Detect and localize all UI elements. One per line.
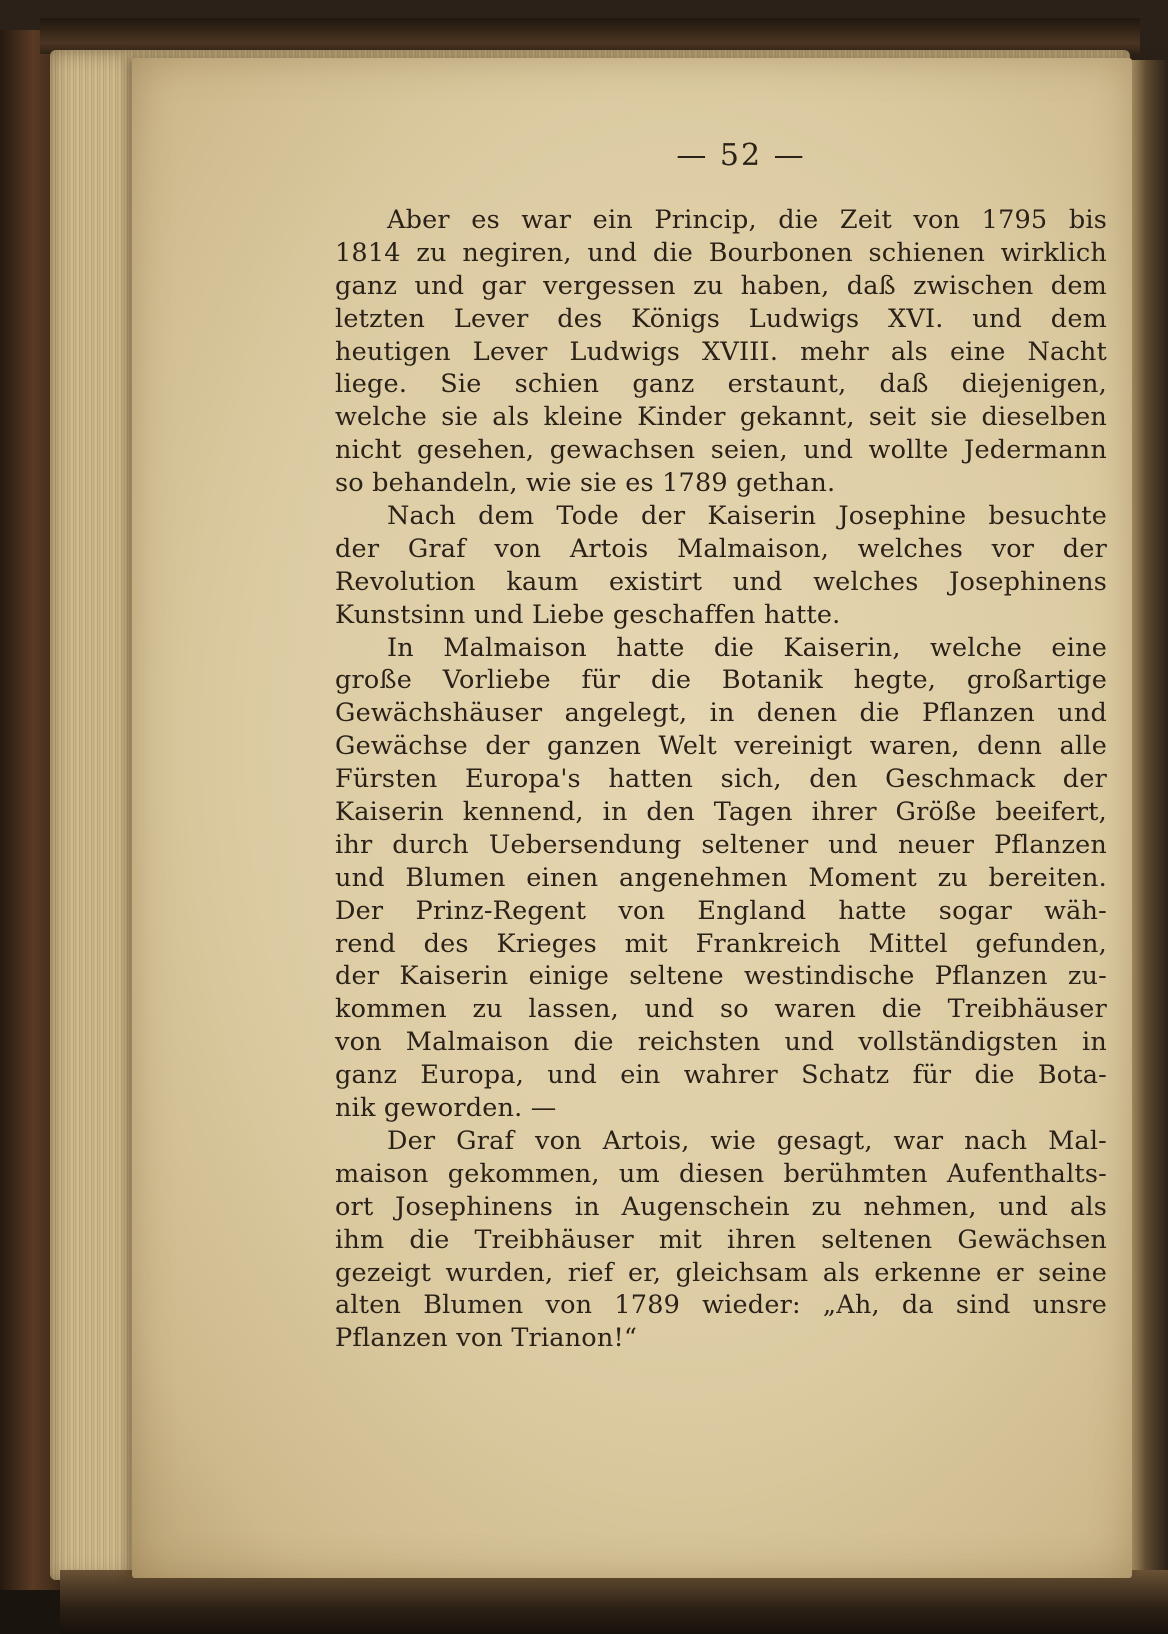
text-line: große Vorliebe für die Botanik hegte, großartige [335,665,1107,696]
text-line: kommen zu lassen, und so waren die Treibhäuser [335,994,1107,1025]
text-line: nik geworden. — [335,1093,557,1124]
text-line: ihm die Treibhäuser mit ihren seltenen Gewächsen [335,1224,1107,1255]
paragraph [335,1125,1107,1355]
text-line: der Graf von Artois Malmaison, welches vor der [335,533,1107,564]
text-line: nicht gesehen, gewachsen seien, und wollte Jedermann [335,435,1107,466]
text-line: Fürsten Europa's hatten sich, den Geschmack der [335,764,1107,795]
paragraph [335,632,1107,1125]
text-line: der Kaiserin einige seltene westindische Pflanzen zu- [335,961,1107,992]
page-text [335,138,1107,1355]
text-line: heutigen Lever Ludwigs XVIII. mehr als eine Nacht [335,336,1107,367]
text-line: gezeigt wurden, rief er, gleichsam als erkenne er seine [335,1257,1107,1288]
right-binding-edge [1132,60,1168,1580]
page-number: — 52 — [676,138,806,173]
text-line: alten Blumen von 1789 wieder: „Ah, da sind unsre [335,1290,1107,1321]
cover-top-edge [40,18,1140,54]
text-line: ganz und gar vergessen zu haben, daß zwischen dem [335,270,1107,301]
text-line: Gewächshäuser angelegt, in denen die Pflanzen und [335,698,1107,729]
text-line: Revolution kaum existirt und welches Josephinens [335,566,1107,597]
text-line: von Malmaison die reichsten und vollständigsten in [335,1027,1107,1058]
bottom-cover-edge [60,1570,1168,1634]
text-line: ganz Europa, und ein wahrer Schatz für die Bota- [335,1060,1107,1091]
text-line: Kunstsinn und Liebe geschaffen hatte. [335,599,841,630]
text-line: welche sie als kleine Kinder gekannt, seit sie dieselben [335,402,1107,433]
paragraph [335,204,1107,500]
text-line: Der Prinz-Regent von England hatte sogar wäh- [335,895,1107,926]
text-line: rend des Krieges mit Frankreich Mittel gefunden, [335,928,1107,959]
text-line: 1814 zu negiren, und die Bourbonen schienen wirklich [335,237,1107,268]
paragraph [335,500,1107,632]
text-line: und Blumen einen angenehmen Moment zu bereiten. [335,862,1107,893]
text-line: ort Josephinens in Augenschein zu nehmen, und als [335,1191,1107,1222]
text-line: Gewächse der ganzen Welt vereinigt waren, denn alle [335,731,1107,762]
text-line: Nach dem Tode der Kaiserin Josephine besuchte [387,501,1107,532]
text-line: ihr durch Uebersendung seltener und neuer Pflanzen [335,829,1107,860]
text-line: Aber es war ein Princip, die Zeit von 1795 bis [387,205,1107,235]
text-line: maison gekommen, um diesen berühmten Aufenthalts- [335,1158,1107,1189]
text-line: so behandeln, wie sie es 1789 gethan. [335,468,836,499]
paragraphs [335,204,1107,1355]
text-line: Kaiserin kennend, in den Tagen ihrer Größe beeifert, [335,797,1107,828]
text-line: letzten Lever des Königs Ludwigs XVI. und dem [335,303,1107,334]
text-line: liege. Sie schien ganz erstaunt, daß diejenigen, [335,369,1107,400]
text-line: Pflanzen von Trianon!“ [335,1323,638,1354]
text-line: Der Graf von Artois, wie gesagt, war nach Mal- [387,1125,1107,1156]
text-line: In Malmaison hatte die Kaiserin, welche eine [387,632,1107,663]
